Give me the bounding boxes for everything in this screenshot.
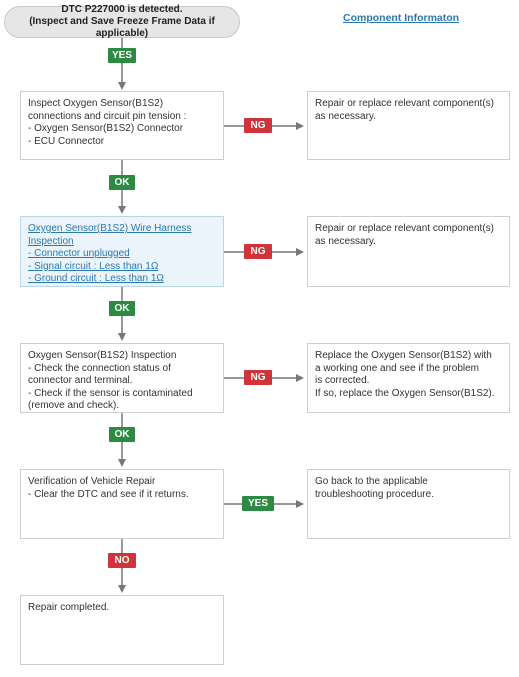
ok-badge: OK — [109, 301, 135, 316]
step3-line: - Check if the sensor is contaminated — [28, 387, 193, 399]
step-wire-harness-inspection — [20, 216, 224, 287]
step3-line: connector and terminal. — [28, 375, 133, 386]
step3-line: (remove and check). — [28, 400, 120, 411]
step4-line: Verification of Vehicle Repair — [28, 476, 156, 487]
action-repair-replace — [307, 216, 510, 287]
wire-harness-link[interactable]: Inspection — [28, 235, 74, 247]
action1-line: Repair or replace relevant component(s) — [315, 98, 494, 109]
action2-line: Repair or replace relevant component(s) — [315, 223, 494, 234]
step3-line: Oxygen Sensor(B1S2) Inspection — [28, 350, 177, 361]
action-replace-sensor — [307, 343, 510, 413]
step-inspect-connections — [20, 91, 224, 160]
action3-line: If so, replace the Oxygen Sensor(B1S2). — [315, 387, 495, 399]
component-information-link[interactable]: Component Informaton — [343, 12, 460, 24]
step-verification — [20, 469, 224, 539]
yes-badge: YES — [242, 496, 274, 511]
ng-badge: NG — [244, 244, 272, 259]
step4-line: - Clear the DTC and see if it returns. — [28, 488, 189, 500]
no-badge: NO — [108, 553, 136, 568]
step1-line: Inspect Oxygen Sensor(B1S2) — [28, 98, 164, 109]
step-sensor-inspection — [20, 343, 224, 413]
step3-line: - Check the connection status of — [28, 362, 171, 374]
start-title: DTC P227000 is detected. — [61, 4, 183, 15]
ground-circuit-link[interactable]: - Ground circuit : Less than 1Ω — [28, 273, 164, 284]
final-text: Repair completed. — [28, 602, 110, 613]
action2-line: as necessary. — [315, 235, 376, 247]
action4-line: troubleshooting procedure. — [315, 488, 434, 500]
ok-badge: OK — [109, 427, 135, 442]
action4-line: Go back to the applicable — [315, 476, 428, 487]
step1-line: connections and circuit pin tension : — [28, 110, 187, 122]
wire-harness-link[interactable]: Oxygen Sensor(B1S2) Wire Harness — [28, 223, 192, 234]
ng-badge: NG — [244, 370, 272, 385]
ok-badge: OK — [109, 175, 135, 190]
step1-line: - ECU Connector — [28, 135, 105, 147]
action-repair-replace — [307, 91, 510, 160]
action1-line: as necessary. — [315, 110, 376, 122]
action3-line: is corrected. — [315, 375, 370, 386]
connector-unplugged-link[interactable]: - Connector unplugged — [28, 248, 130, 259]
yes-badge: YES — [108, 48, 136, 63]
action3-line: a working one and see if the problem — [315, 362, 479, 374]
step1-line: - Oxygen Sensor(B1S2) Connector — [28, 123, 184, 134]
ng-badge: NG — [244, 118, 272, 133]
action3-line: Replace the Oxygen Sensor(B1S2) with — [315, 350, 492, 361]
action-go-back — [307, 469, 510, 539]
signal-circuit-link[interactable]: - Signal circuit : Less than 1Ω — [28, 260, 159, 272]
final-repair-completed — [20, 595, 224, 665]
start-node — [4, 6, 240, 38]
start-subtitle: (Inspect and Save Freeze Frame Data if applicable) — [29, 16, 215, 39]
